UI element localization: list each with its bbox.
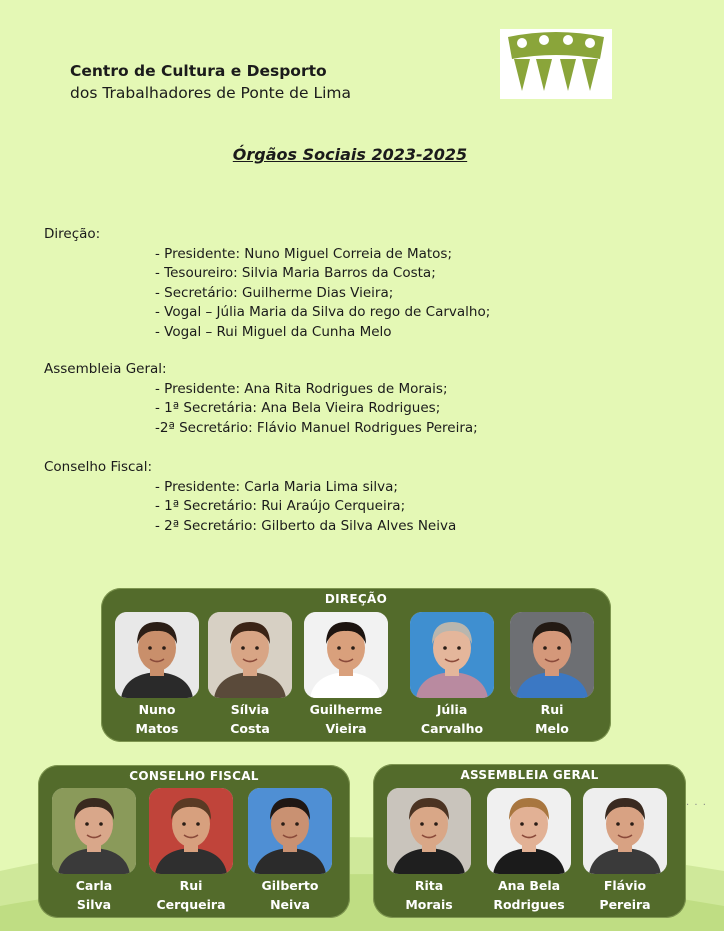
member-photo bbox=[149, 788, 233, 874]
board-title: DIREÇÃO bbox=[324, 592, 388, 606]
section-direcao bbox=[44, 225, 490, 342]
member-card bbox=[300, 612, 392, 738]
person-portrait-icon bbox=[115, 612, 199, 698]
member-last-name: Morais bbox=[405, 897, 453, 912]
member-card bbox=[383, 788, 475, 914]
member-card bbox=[244, 788, 336, 914]
member-last-name: Vieira bbox=[325, 721, 367, 736]
section-assembleia-geral bbox=[44, 360, 478, 438]
person-portrait-icon bbox=[510, 612, 594, 698]
list-item: - 1ª Secretária: Ana Bela Vieira Rodrigues; bbox=[155, 400, 441, 416]
person-portrait-icon bbox=[149, 788, 233, 874]
organization-name-line1: Centro de Cultura e Desporto bbox=[70, 62, 327, 80]
member-last-name: Carvalho bbox=[420, 721, 484, 736]
list-item: - Tesoureiro: Silvia Maria Barros da Costa; bbox=[155, 265, 436, 281]
member-photo bbox=[304, 612, 388, 698]
member-card bbox=[506, 612, 598, 738]
person-portrait-icon bbox=[583, 788, 667, 874]
list-item: - Vogal – Júlia Maria da Silva do rego de Carvalho; bbox=[155, 304, 491, 320]
list-item: - 1ª Secretário: Rui Araújo Cerqueira; bbox=[155, 498, 406, 514]
member-photo bbox=[387, 788, 471, 874]
member-card bbox=[579, 788, 671, 914]
member-first-name: Rui bbox=[540, 702, 564, 717]
member-last-name: Matos bbox=[135, 721, 179, 736]
member-first-name: Rui bbox=[179, 878, 203, 893]
member-first-name: Ana Bela bbox=[497, 878, 561, 893]
member-card bbox=[483, 788, 575, 914]
board-title: CONSELHO FISCAL bbox=[129, 769, 259, 783]
member-first-name: Sílvia bbox=[230, 702, 270, 717]
member-first-name: Júlia bbox=[436, 702, 468, 717]
member-photo bbox=[115, 612, 199, 698]
board-conselho-fiscal bbox=[38, 765, 350, 918]
list-item: - Secretário: Guilherme Dias Vieira; bbox=[155, 284, 394, 301]
member-last-name: Cerqueira bbox=[156, 897, 226, 912]
section-conselho-fiscal bbox=[44, 458, 456, 536]
member-first-name: Flávio bbox=[603, 878, 647, 893]
member-photo bbox=[52, 788, 136, 874]
member-last-name: Rodrigues bbox=[493, 897, 565, 912]
list-item: - Presidente: Carla Maria Lima silva; bbox=[155, 478, 398, 495]
board-direcao bbox=[101, 588, 611, 742]
member-card bbox=[111, 612, 203, 738]
member-photo bbox=[487, 788, 571, 874]
member-last-name: Pereira bbox=[599, 897, 651, 912]
section-title: Assembleia Geral: bbox=[44, 361, 167, 377]
member-last-name: Neiva bbox=[270, 897, 310, 912]
member-photo bbox=[583, 788, 667, 874]
person-portrait-icon bbox=[52, 788, 136, 874]
list-item: - Presidente: Nuno Miguel Correia de Matos; bbox=[155, 245, 453, 262]
member-card bbox=[406, 612, 498, 738]
list-item: - Presidente: Ana Rita Rodrigues de Morais; bbox=[155, 380, 448, 397]
member-card bbox=[48, 788, 140, 914]
board-title: ASSEMBLEIA GERAL bbox=[460, 768, 599, 782]
member-first-name: Guilherme bbox=[309, 702, 383, 717]
member-photo bbox=[248, 788, 332, 874]
person-portrait-icon bbox=[410, 612, 494, 698]
organization-name-line2: dos Trabalhadores de Ponte de Lima bbox=[70, 84, 352, 102]
member-last-name: Melo bbox=[535, 721, 569, 736]
member-first-name: Carla bbox=[75, 878, 113, 893]
member-last-name: Costa bbox=[230, 721, 270, 736]
member-card bbox=[204, 612, 296, 738]
member-photo bbox=[208, 612, 292, 698]
person-portrait-icon bbox=[248, 788, 332, 874]
person-portrait-icon bbox=[387, 788, 471, 874]
member-card bbox=[145, 788, 237, 914]
person-portrait-icon bbox=[208, 612, 292, 698]
member-first-name: Gilberto bbox=[261, 878, 319, 893]
person-portrait-icon bbox=[304, 612, 388, 698]
board-assembleia-geral bbox=[373, 764, 686, 918]
list-item: -2ª Secretário: Flávio Manuel Rodrigues Pereira; bbox=[155, 419, 478, 436]
member-photo bbox=[510, 612, 594, 698]
organization-logo bbox=[500, 29, 612, 99]
section-title: Direção: bbox=[44, 226, 101, 242]
member-first-name: Nuno bbox=[138, 702, 176, 717]
person-portrait-icon bbox=[487, 788, 571, 874]
list-item: - 2ª Secretário: Gilberto da Silva Alves Neiva bbox=[155, 517, 457, 534]
decorative-dots: · · · bbox=[686, 800, 707, 811]
list-item: - Vogal – Rui Miguel da Cunha Melo bbox=[155, 323, 392, 340]
member-first-name: Rita bbox=[414, 878, 444, 893]
member-last-name: Silva bbox=[76, 897, 112, 912]
section-title: Conselho Fiscal: bbox=[44, 459, 152, 475]
page-title: Órgãos Sociais 2023-2025 bbox=[232, 145, 468, 164]
organization-name bbox=[70, 60, 351, 104]
member-photo bbox=[410, 612, 494, 698]
